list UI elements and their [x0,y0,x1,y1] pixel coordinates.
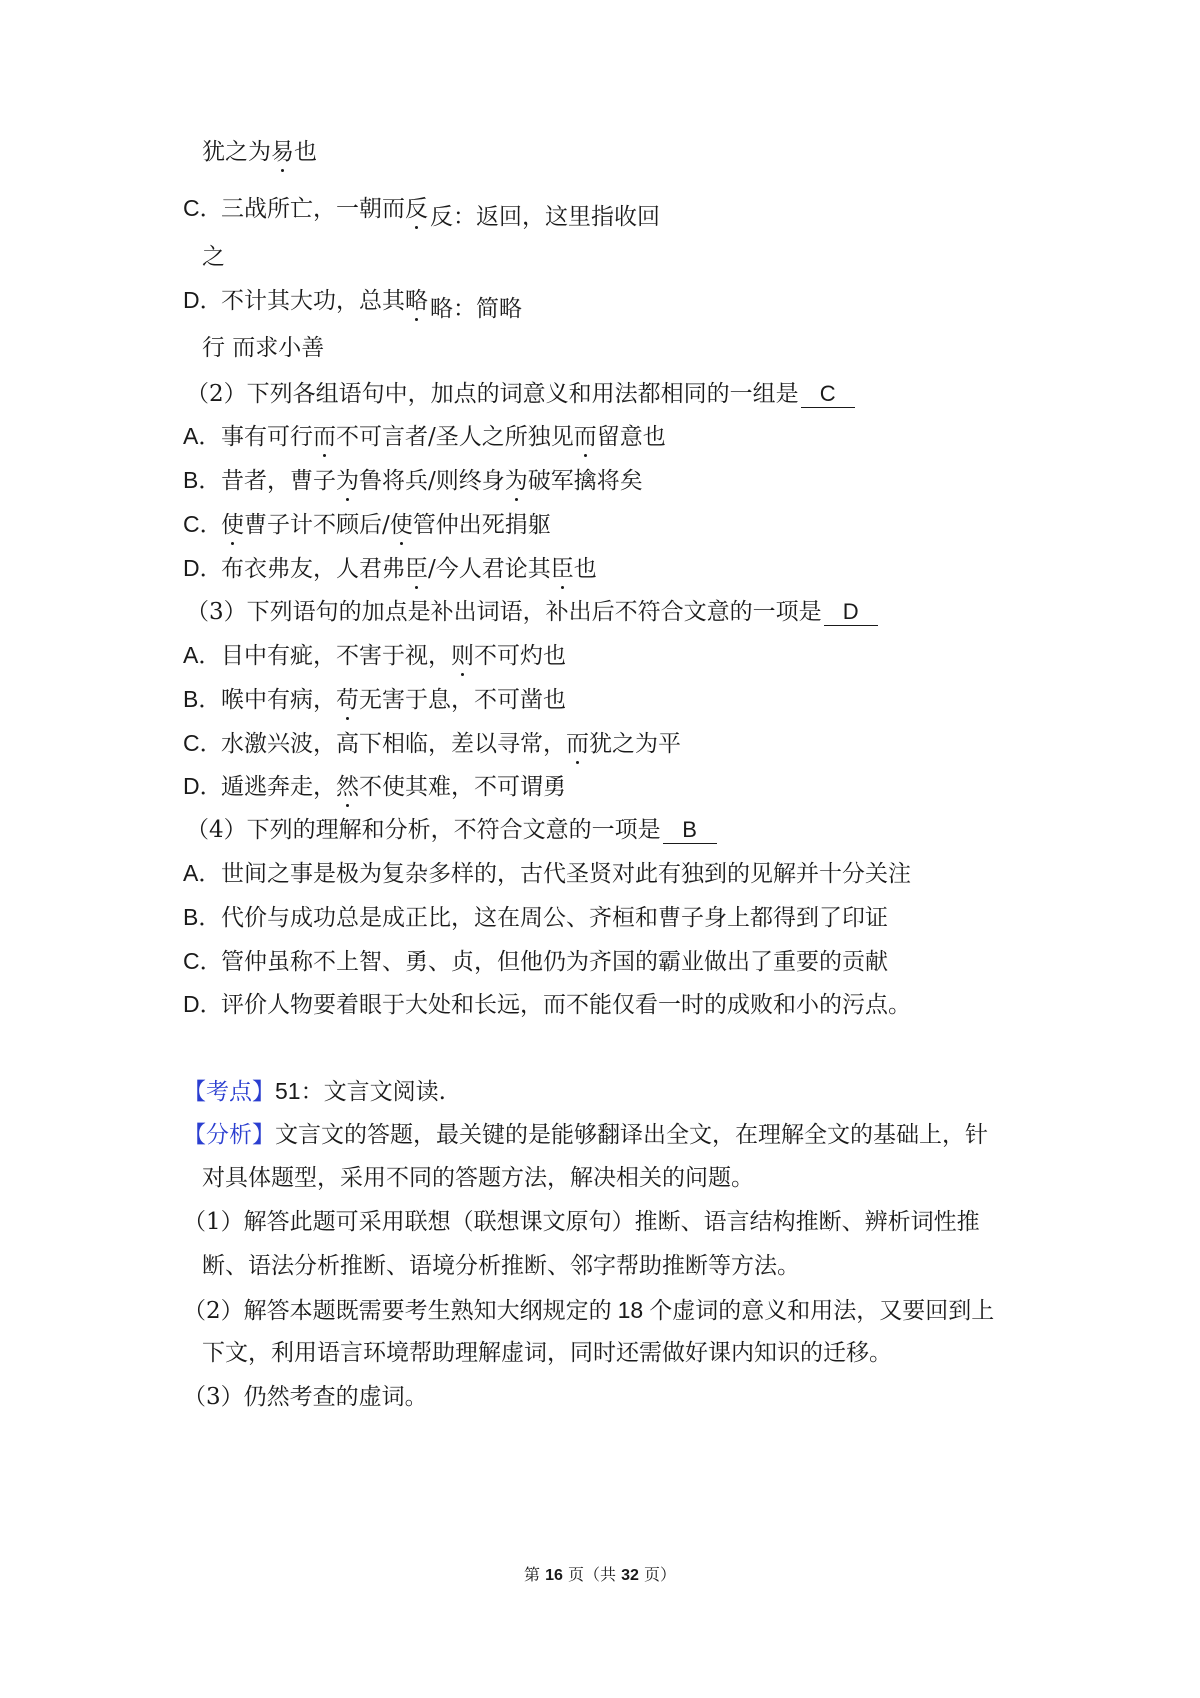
emphasis-dot-char: 臣 [405,556,428,582]
emphasis-dot-char: 则 [451,643,474,669]
emphasis-dot-char: 使 [389,512,413,538]
q3-option-d: D．遁逃奔走，然不使其难，不可谓勇 [183,773,566,800]
note-1-line-2: 断、语法分析推断、语境分析推断、邻字帮助推断等方法。 [202,1253,800,1279]
q1-option-c-tail: 之 [202,244,225,270]
emphasis-dot-char: 使 [221,512,244,538]
answer-blank: D [824,599,878,626]
q4-option-c: C．管仲虽称不上智、勇、贞，但他仍为齐国的霸业做出了重要的贡献 [183,948,888,975]
page-total: 32 [621,1567,639,1584]
gloss: 反：返回，这里指收回 [430,204,660,230]
kaodian: 【考点】51：文言文阅读. [183,1078,446,1105]
emphasis-dot-char: 苟 [336,687,359,713]
emphasis-dot-char: 而 [313,424,336,450]
answer-blank: B [663,817,717,844]
fenxi-line-2: 对具体题型，采用不同的答题方法，解决相关的问题。 [202,1165,754,1191]
emphasis-dot-char: 为 [336,468,359,494]
note-2-line-2: 下文，利用语言环境帮助理解虚词，同时还需做好课内知识的迁移。 [202,1340,892,1366]
emphasis-dot-char: 易 [271,139,294,165]
q2-option-b: B．昔者，曹子为鲁将兵/则终身为破军擒将矣 [183,467,643,494]
emphasis-dot-char: 反 [405,196,428,222]
q2-option-c: C．使曹子计不顾后/使管仲出死捐躯 [183,511,551,538]
q1-option-d-tail: 行 而求小善 [202,335,325,361]
q2-stem: （2）下列各组语句中，加点的词意义和用法都相同的一组是 C [186,379,855,409]
emphasis-dot-char: 而 [573,424,597,450]
q2-option-d: D．布衣弗友，人君弗臣/今人君论其臣也 [183,555,597,582]
q1-option-d: D．不计其大功，总其略略：简略 [183,287,522,322]
emphasis-dot-char: 臣 [550,556,574,582]
note-2-line-1: （2）解答本题既需要考生熟知大纲规定的 18 个虚词的意义和用法，又要回到上 [183,1297,995,1324]
page-number: 16 [545,1567,563,1584]
q4-stem: （4）下列的理解和分析，不符合文意的一项是 B [186,815,717,845]
emphasis-dot-char: 而 [566,731,589,757]
q1-option-b-tail: 犹之为易也 [202,139,317,165]
q1-option-c: C．三战所亡，一朝而反反：返回，这里指收回 [183,195,660,230]
q3-stem: （3）下列语句的加点是补出词语，补出后不符合文意的一项是 D [186,597,878,627]
q4-option-b: B．代价与成功总是成正比，这在周公、齐桓和曹子身上都得到了印证 [183,904,888,931]
q4-option-d: D．评价人物要着眼于大处和长远，而不能仅看一时的成败和小的污点。 [183,991,911,1018]
page-footer: 第 16 页（共 32 页） [523,1565,676,1584]
emphasis-dot-char: 然 [336,774,359,800]
kaodian-tag: 【考点】 [183,1079,275,1105]
q2-option-a: A．事有可行而不可言者/圣人之所独见而留意也 [183,423,666,450]
fenxi-tag: 【分析】 [183,1122,275,1148]
emphasis-dot-char: 为 [504,468,528,494]
q3-option-a: A．目中有疵，不害于视，则不可灼也 [183,642,566,669]
emphasis-dot-char: 略 [405,288,428,314]
fenxi-line-1: 【分析】文言文的答题，最关键的是能够翻译出全文，在理解全文的基础上，针 [183,1122,988,1148]
note-3-line-1: （3）仍然考查的虚词。 [183,1384,428,1410]
gloss: 略：简略 [430,296,522,322]
q3-option-b: B．喉中有病，苟无害于息，不可凿也 [183,686,566,713]
q3-option-c: C．水激兴波，高下相临，差以寻常，而犹之为平 [183,730,681,757]
answer-blank: C [801,381,855,408]
q4-option-a: A．世间之事是极为复杂多样的，古代圣贤对此有独到的见解并十分关注 [183,860,911,887]
note-1-line-1: （1）解答此题可采用联想（联想课文原句）推断、语言结构推断、辨析词性推 [183,1209,980,1235]
